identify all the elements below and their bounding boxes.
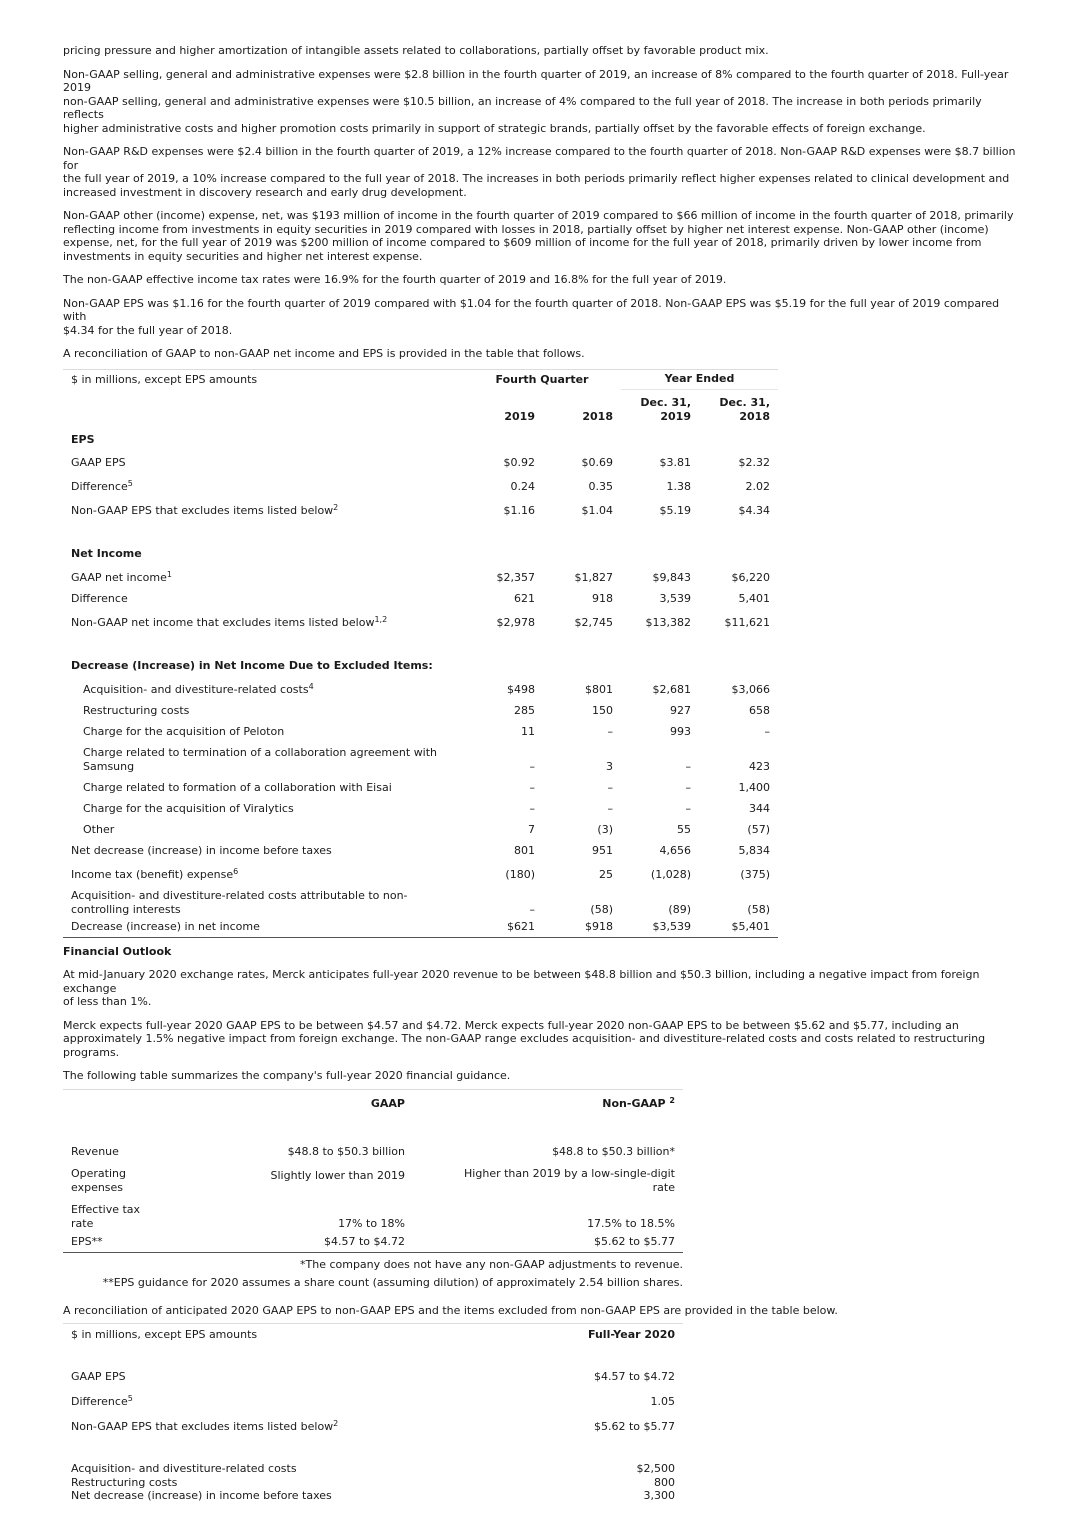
row-label: Difference$^5$: [71, 478, 133, 493]
fourth-quarter-header: Fourth Quarter: [495, 372, 589, 386]
table-row: Non-GAAP EPS that excludes items listed below$^2$ $1.16 $1.04 $5.19 $4.34: [63, 493, 778, 517]
paragraph-outlook-eps: Merck expects full-year 2020 GAAP EPS to be between $4.57 and $4.72. Merck expects full-year 2020 non-GAAP EPS to be between $5.62 and $5.77, including an approximately 1.5% negative impact from foreign exchange. The non-GAAP range excludes acquisition- and divestiture-related costs and costs related to restructuring programs.: [63, 1018, 986, 1059]
table-row: GAAP net income$^1$ $2,357 $1,827 $9,843 $6,220: [63, 560, 778, 584]
row-label: Decrease (increase) in net income: [71, 920, 260, 933]
excluded-items-section-header: Decrease (Increase) in Net Income Due to Excluded Items:: [71, 658, 433, 672]
paragraph-outlook-revenue: At mid-January 2020 exchange rates, Merck anticipates full-year 2020 revenue to be between $48.8 billion and $50.3 billion, including a negative impact from foreign exchange of less than 1%.: [63, 968, 980, 1008]
col-header-q4-2019: 2019: [504, 409, 535, 423]
gaap-header: GAAP: [370, 1096, 405, 1110]
row-label: Difference: [71, 591, 128, 605]
row-label: Charge related to termination of a collaboration agreement with Samsung: [83, 746, 438, 773]
row-label: Acquisition- and divestiture-related costs$^4$: [83, 681, 314, 696]
table-header-row: [63, 389, 778, 423]
table-row: EPS** $4.57 to $4.72 $5.62 to $5.77: [63, 1230, 683, 1252]
paragraph-eps-reconciliation-intro: A reconciliation of anticipated 2020 GAAP EPS to non-GAAP EPS and the items excluded from non-GAAP EPS are provided in the table below.: [63, 1303, 838, 1317]
row-label: Charge related to formation of a collaboration with Eisai: [83, 780, 392, 794]
paragraph-rnd: Non-GAAP R&D expenses were $2.4 billion in the fourth quarter of 2019, a 12% increase compared to the fourth quarter of 2018. Non-GAAP R&D expenses were $8.7 billion for the full year of 2019, a 10% increase compared to the full year of 2018. The increases in both periods primarily reflect higher expenses related to clinical development and increased investment in discovery research and early drug development.: [63, 145, 1016, 199]
col-header-fy-2019: Dec. 31, 2019: [640, 396, 691, 423]
section-header-row: [63, 423, 778, 446]
section-header-row: [63, 517, 778, 560]
row-label: Net decrease (increase) in income before taxes: [71, 1489, 332, 1502]
table-row: Restructuring costs 800: [63, 1476, 683, 1490]
table-header-row: [63, 1324, 683, 1366]
paragraph-gross-margin-tail: pricing pressure and higher amortization of intangible assets related to collaborations, partially offset by favorable product mix.: [63, 44, 769, 57]
document-body: [63, 44, 1018, 1503]
row-label: Revenue: [71, 1144, 119, 1158]
non-gaap-header: Non-GAAP $^2$: [602, 1095, 675, 1110]
row-label: Income tax (benefit) expense$^6$: [71, 866, 239, 881]
row-label: Net decrease (increase) in income before taxes: [71, 843, 332, 857]
table-row: Charge for the acquisition of Peloton 11 – 993 –: [63, 717, 778, 738]
eps-section-header: EPS: [71, 432, 95, 446]
full-year-2020-header: Full-Year 2020: [588, 1328, 675, 1341]
row-label: Acquisition- and divestiture-related costs: [71, 1462, 297, 1475]
row-label: Non-GAAP EPS that excludes items listed below$^2$: [71, 502, 339, 517]
row-label: Effective tax rate: [71, 1203, 141, 1230]
table-row: Acquisition- and divestiture-related costs $2,500: [63, 1434, 683, 1476]
gaap-reconciliation-table: [63, 369, 778, 938]
table-row: Net decrease (increase) in income before taxes 801 951 4,656 5,834: [63, 836, 778, 857]
table-header-row: [63, 369, 778, 389]
table-row: Charge related to termination of a collaboration agreement with Samsung – 3 – 423: [63, 738, 778, 773]
paragraph-eps: Non-GAAP EPS was $1.16 for the fourth quarter of 2019 compared with $1.04 for the fourth quarter of 2018. Non-GAAP EPS was $5.19 for the full year of 2019 compared with $4.34 for the full year of 2018.: [63, 296, 1000, 337]
row-label: GAAP EPS: [71, 455, 126, 469]
table-row: Non-GAAP net income that excludes items listed below$^{1,2}$ $2,978 $2,745 $13,382 $11,621: [63, 605, 778, 629]
table-row: Non-GAAP EPS that excludes items listed below$^2$ $5.62 to $5.77: [63, 1409, 683, 1434]
unit-label: $ in millions, except EPS amounts: [71, 1328, 258, 1341]
row-label: Difference$^5$: [71, 1394, 133, 1408]
table-row: Operating expenses Slightly lower than 2019 Higher than 2019 by a low-single-digit rate: [63, 1158, 683, 1194]
table-row: Restructuring costs 285 150 927 658: [63, 696, 778, 717]
table-row: Difference$^5$ 0.24 0.35 1.38 2.02: [63, 469, 778, 493]
paragraph-tax-rate: The non-GAAP effective income tax rates were 16.9% for the fourth quarter of 2019 and 16.8% for the full year of 2019.: [63, 273, 727, 286]
col-header-q4-2018: 2018: [582, 409, 613, 423]
row-label: Operating expenses: [71, 1167, 126, 1194]
unit-label: $ in millions, except EPS amounts: [71, 372, 258, 386]
row-label: Restructuring costs: [71, 1475, 178, 1489]
row-label: EPS**: [63, 1230, 153, 1252]
table-row: Net decrease (increase) in income before taxes 3,300: [63, 1489, 683, 1503]
row-label: Restructuring costs: [83, 703, 190, 717]
paragraph-reconciliation-intro: A reconciliation of GAAP to non-GAAP net income and EPS is provided in the table that follows.: [63, 347, 585, 360]
table-row: Charge for the acquisition of Viralytics – – – 344: [63, 794, 778, 815]
table-row: Charge related to formation of a collaboration with Eisai – – – 1,400: [63, 773, 778, 794]
table-row: Decrease (increase) in net income $621 $918 $3,539 $5,401: [63, 916, 778, 937]
row-label: Acquisition- and divestiture-related costs attributable to non- controlling interests: [71, 889, 408, 916]
table-row: Acquisition- and divestiture-related costs attributable to non- controlling interests – (58) (89) (58): [63, 881, 778, 916]
table-row: Revenue $48.8 to $50.3 billion $48.8 to $50.3 billion*: [63, 1134, 683, 1158]
col-header-fy-2018: Dec. 31, 2018: [719, 396, 770, 423]
section-header-row: [63, 629, 778, 672]
row-label: Other: [83, 822, 115, 836]
row-label: Non-GAAP net income that excludes items listed below$^{1,2}$: [71, 614, 388, 629]
table-row: Acquisition- and divestiture-related costs$^4$ $498 $801 $2,681 $3,066: [63, 672, 778, 696]
footnote-eps: **EPS guidance for 2020 assumes a share count (assuming dilution) of approximately 2.54 billion shares.: [102, 1276, 683, 1289]
paragraph-guidance-intro: The following table summarizes the company's full-year 2020 financial guidance.: [63, 1069, 511, 1082]
guidance-table: [63, 1089, 683, 1253]
table-row: GAAP EPS $0.92 $0.69 $3.81 $2.32: [63, 446, 778, 469]
year-ended-header: Year Ended: [621, 369, 778, 389]
financial-outlook-heading: Financial Outlook: [63, 944, 172, 958]
table-header-row: [63, 1089, 683, 1134]
footnote-revenue: *The company does not have any non-GAAP adjustments to revenue.: [300, 1257, 683, 1271]
table-row: GAAP EPS $4.57 to $4.72: [63, 1366, 683, 1384]
paragraph-sga: Non-GAAP selling, general and administrative expenses were $2.8 billion in the fourth quarter of 2019, an increase of 8% compared to the fourth quarter of 2018. Full-year 2019 non-GAAP selling, general and administrative expenses were $10.5 billion, an increase of 4% compared to the full year of 2018. The increase in both periods primarily reflects higher administrative costs and higher promotion costs primarily in support of strategic brands, partially offset by the favorable effects of foreign exchange.: [63, 67, 1009, 135]
table-row: Income tax (benefit) expense$^6$ (180) 25 (1,028) (375): [63, 857, 778, 881]
row-label: GAAP EPS: [71, 1370, 126, 1383]
net-income-section-header: Net Income: [71, 546, 142, 560]
table-row: Difference$^5$ 1.05: [63, 1384, 683, 1409]
row-label: Charge for the acquisition of Viralytics: [83, 801, 294, 815]
table-row: Difference 621 918 3,539 5,401: [63, 584, 778, 605]
row-label: Non-GAAP EPS that excludes items listed below$^2$: [71, 1419, 339, 1433]
eps-reconciliation-table: [63, 1323, 683, 1503]
paragraph-other-income: Non-GAAP other (income) expense, net, was $193 million of income in the fourth quarter of 2019 compared to $66 million of income in the fourth quarter of 2018, primarily reflecting income from investments in equity securities in 2019 compared with losses in 2018, partially offset by higher net interest expense. Non-GAAP other (income) expense, net, for the full year of 2019 was $200 million of income compared to $609 million of income for the full year of 2018, primarily driven by lower income from investments in equity securities and higher net interest expense.: [63, 209, 1014, 263]
table-row: Effective tax rate 17% to 18% 17.5% to 18.5%: [63, 1194, 683, 1230]
row-label: GAAP net income$^1$: [71, 569, 172, 584]
row-label: Charge for the acquisition of Peloton: [83, 724, 285, 738]
table-row: Other 7 (3) 55 (57): [63, 815, 778, 836]
